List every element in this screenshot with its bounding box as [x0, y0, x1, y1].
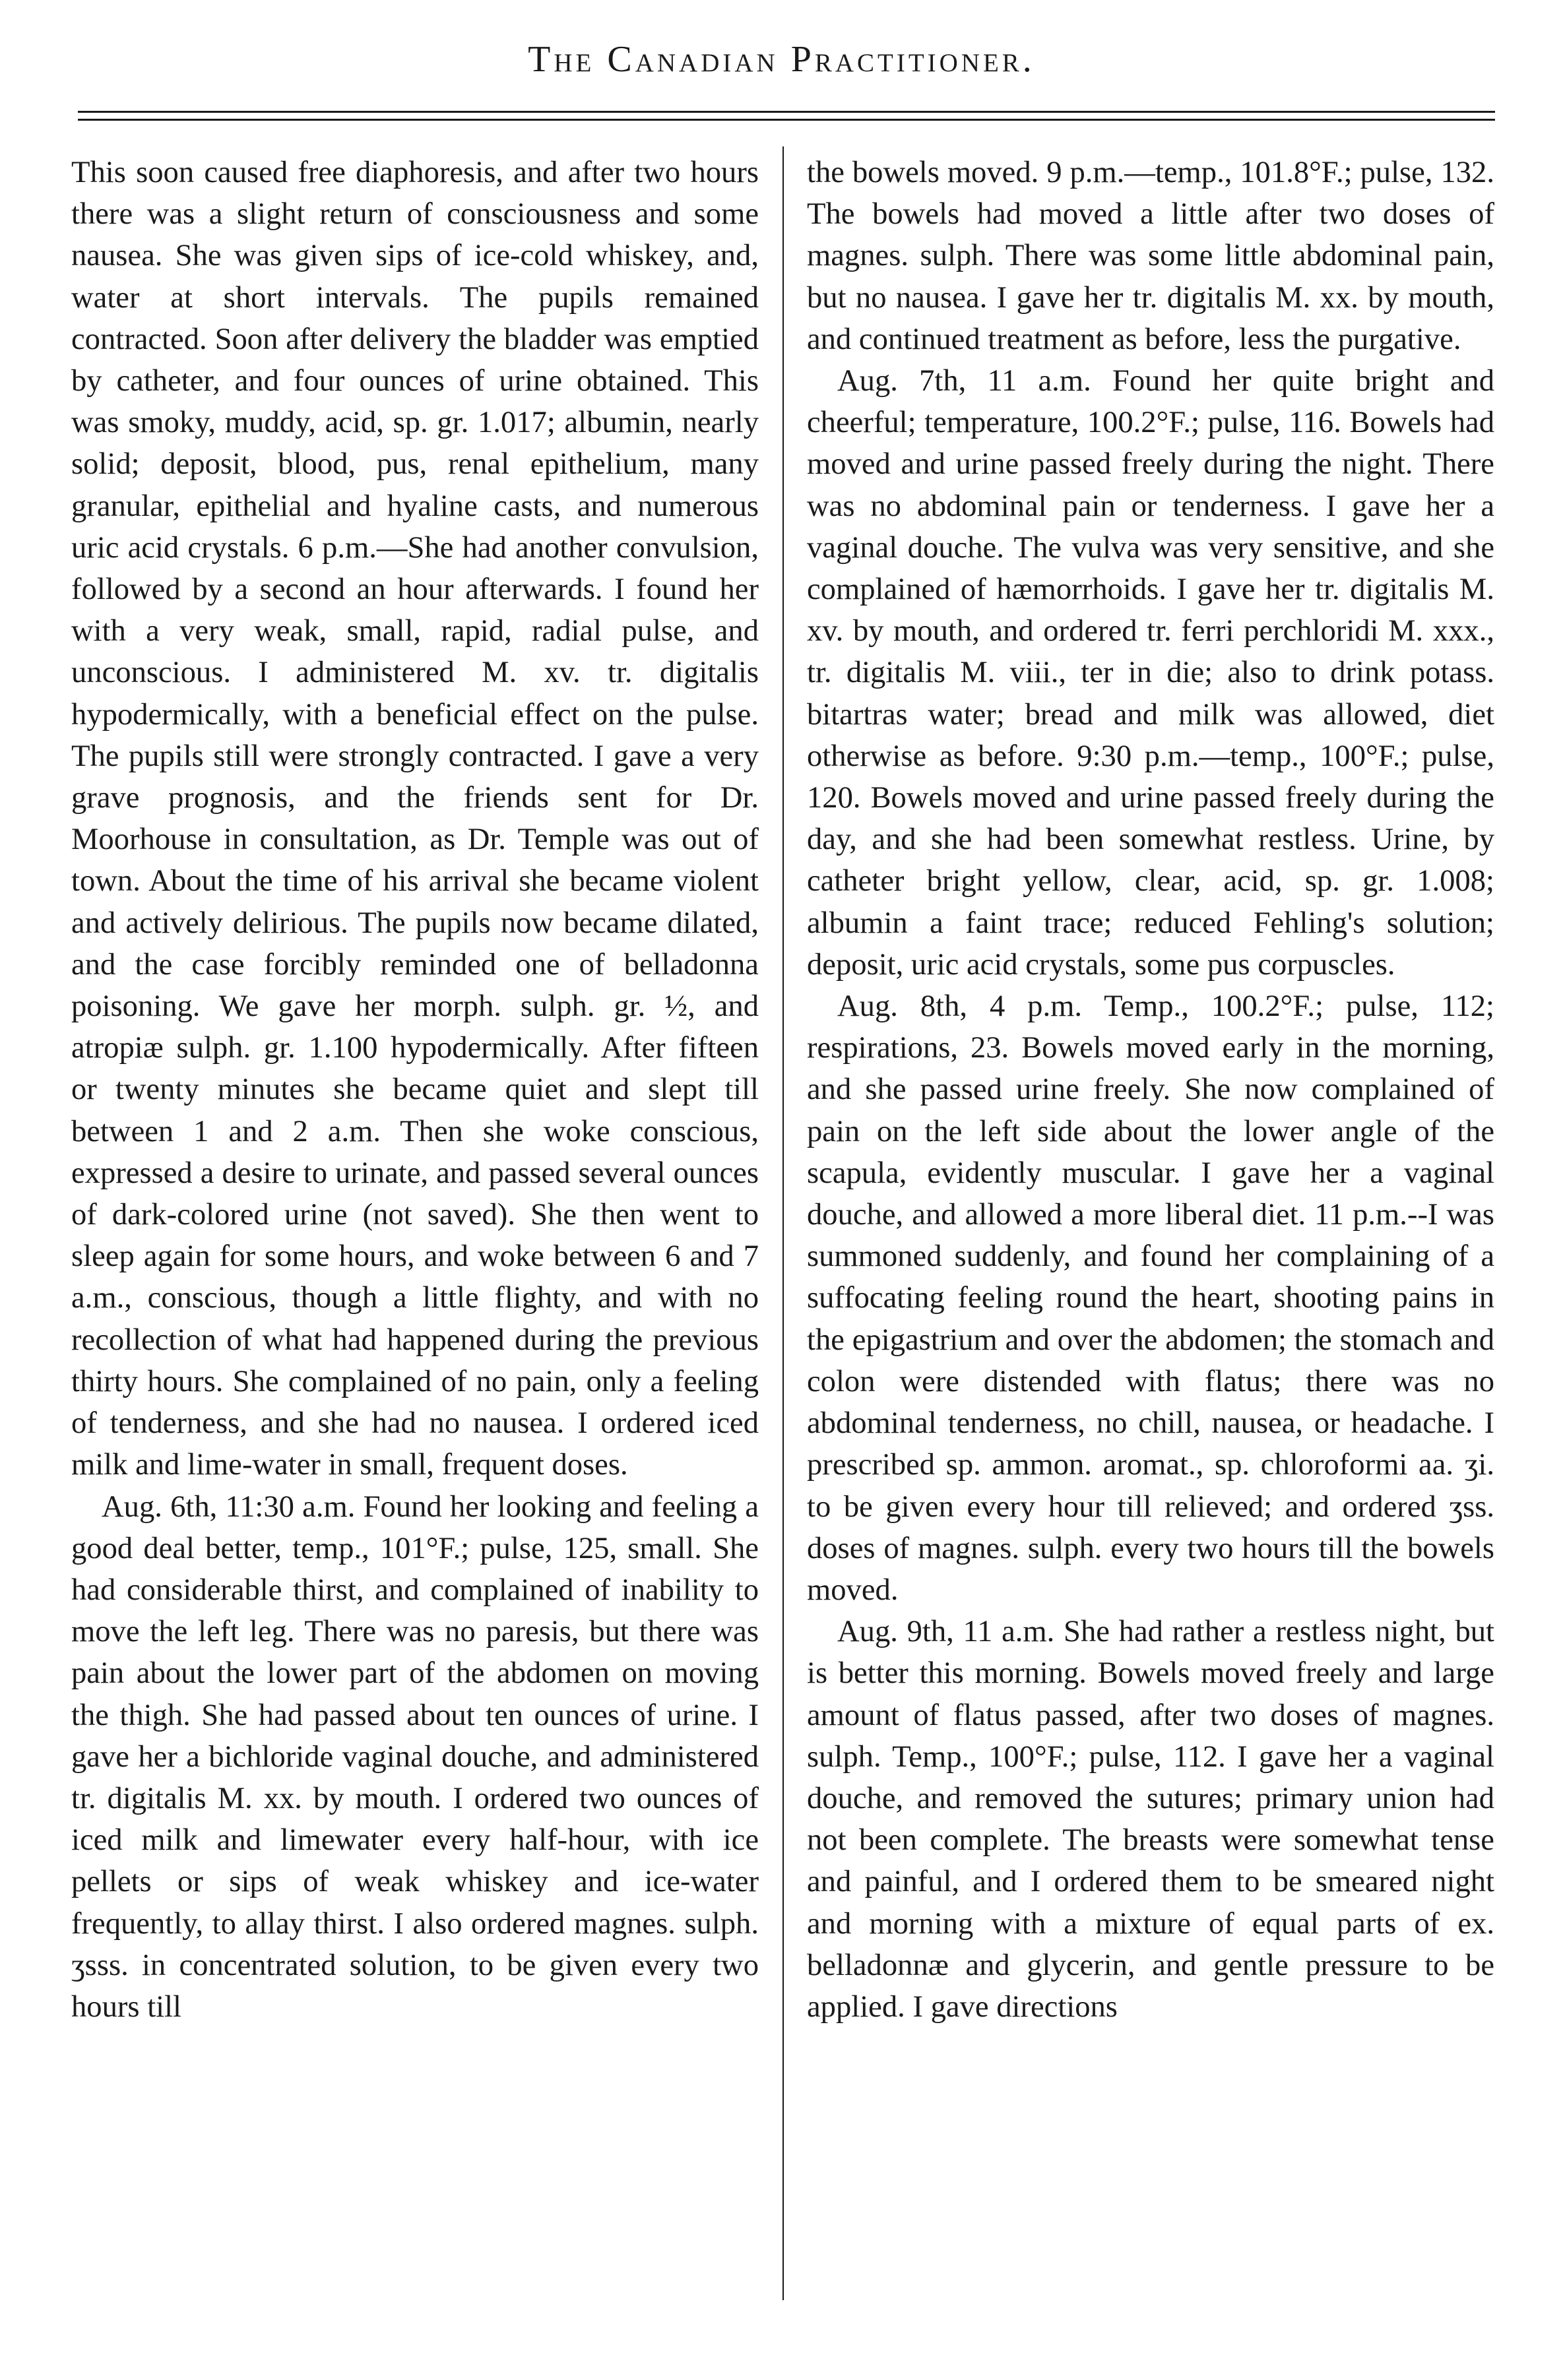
right-paragraph-4: Aug. 9th, 11 a.m. She had rather a restless night, but is better this morning. Bowels moved freely and large amount of flatus passed, after two doses of magnes. sulph. Temp., 100°F.; pulse, 112. I gave her a vaginal douche, and removed the sutures; primary union had not been complete. The breasts were somewhat tense and painful, and I ordered them to be smeared night and morning with a mixture of equal parts of ex. belladonnæ and glycerin, and gentle pressure to be applied. I gave directions [807, 1614, 1494, 2024]
column-divider [782, 146, 784, 2300]
right-paragraph-1: the bowels moved. 9 p.m.—temp., 101.8°F.; pulse, 132. The bowels had moved a little after two doses of magnes. sulph. There was some little abdominal pain, but no nausea. I gave her tr. digitalis M. xx. by mouth, and continued treatment as before, less the purgative. [807, 155, 1494, 356]
left-paragraph-1: This soon caused free diaphoresis, and after two hours there was a slight return of consciousness and some nausea. She was given sips of ice-cold whiskey, and, water at short intervals. The pupils remained contracted. Soon after delivery the bladder was emptied by catheter, and four ounces of urine obtained. This was smoky, muddy, acid, sp. gr. 1.017; albumin, nearly solid; deposit, blood, pus, renal epithelium, many granular, epithelial and hyaline casts, and numerous uric acid crystals. 6 p.m.—She had another convulsion, followed by a second an hour afterwards. I found her with a very weak, small, rapid, radial pulse, and unconscious. I administered M. xv. tr. digitalis hypodermically, with a beneficial effect on the pulse. The pupils still were strongly contracted. I gave a very grave prognosis, and the friends sent for Dr. Moorhouse in consultation, as Dr. Temple was out of town. About the time of his arrival she became violent and actively delirious. The pupils now became dilated, and the case forcibly reminded one of belladonna poisoning. We gave her morph. sulph. gr. ½, and atropiæ sulph. gr. 1.100 hypodermically. After fifteen or twenty minutes she became quiet and slept till between 1 and 2 a.m. Then she woke conscious, expressed a desire to urinate, and passed several ounces of dark-colored urine (not saved). She then went to sleep again for some hours, and woke between 6 and 7 a.m., conscious, though a little flighty, and with no recollection of what had happened during the previous thirty hours. She complained of no pain, only a feeling of tenderness, and she had no nausea. I ordered iced milk and lime-water in small, frequent doses. [71, 155, 759, 1482]
right-column [807, 152, 1494, 2329]
right-paragraph-2: Aug. 7th, 11 a.m. Found her quite bright and cheerful; temperature, 100.2°F.; pulse, 116. Bowels had moved and urine passed freely during the night. There was no abdominal pain or tenderness. I gave her a vaginal douche. The vulva was very sensitive, and she complained of hæmorrhoids. I gave her tr. digitalis M. xv. by mouth, and ordered tr. ferri perchloridi M. xxx., tr. digitalis M. viii., ter in die; also to drink potass. bitartras water; bread and milk was allowed, diet otherwise as before. 9:30 p.m.—temp., 100°F.; pulse, 120. Bowels moved and urine passed freely during the day, and she had been somewhat restless. Urine, by catheter bright yellow, clear, acid, sp. gr. 1.008; albumin a faint trace; reduced Fehling's solution; deposit, uric acid crystals, some pus corpuscles. [807, 363, 1494, 982]
page-header-title: The Canadian Practitioner. [528, 39, 1035, 80]
header-rule-top [78, 111, 1495, 113]
header-rule-bottom [78, 119, 1495, 121]
left-column [71, 152, 759, 2329]
left-paragraph-2: Aug. 6th, 11:30 a.m. Found her looking and feeling a good deal better, temp., 101°F.; pulse, 125, small. She had considerable thirst, and complained of inability to move the left leg. There was no paresis, but there was pain about the lower part of the abdomen on moving the thigh. She had passed about ten ounces of urine. I gave her a bichloride vaginal douche, and administered tr. digitalis M. xx. by mouth. I ordered two ounces of iced milk and limewater every half-hour, with ice pellets or sips of weak whiskey and ice-water frequently, to allay thirst. I also ordered magnes. sulph. ʒsss. in concentrated solution, to be given every two hours till [71, 1489, 759, 2024]
right-paragraph-3: Aug. 8th, 4 p.m. Temp., 100.2°F.; pulse, 112; respirations, 23. Bowels moved early in the morning, and she passed urine freely. She now complained of pain on the left side about the lower angle of the scapula, evidently muscular. I gave her a vaginal douche, and allowed a more liberal diet. 11 p.m.--I was summoned suddenly, and found her complaining of a suffocating feeling round the heart, shooting pains in the epigastrium and over the abdomen; the stomach and colon were distended with flatus; there was no abdominal tenderness, no chill, nausea, or headache. I prescribed sp. ammon. aromat., sp. chloroformi aa. ʒi. to be given every hour till relieved; and ordered ʒss. doses of magnes. sulph. every two hours till the bowels moved. [807, 989, 1494, 1607]
